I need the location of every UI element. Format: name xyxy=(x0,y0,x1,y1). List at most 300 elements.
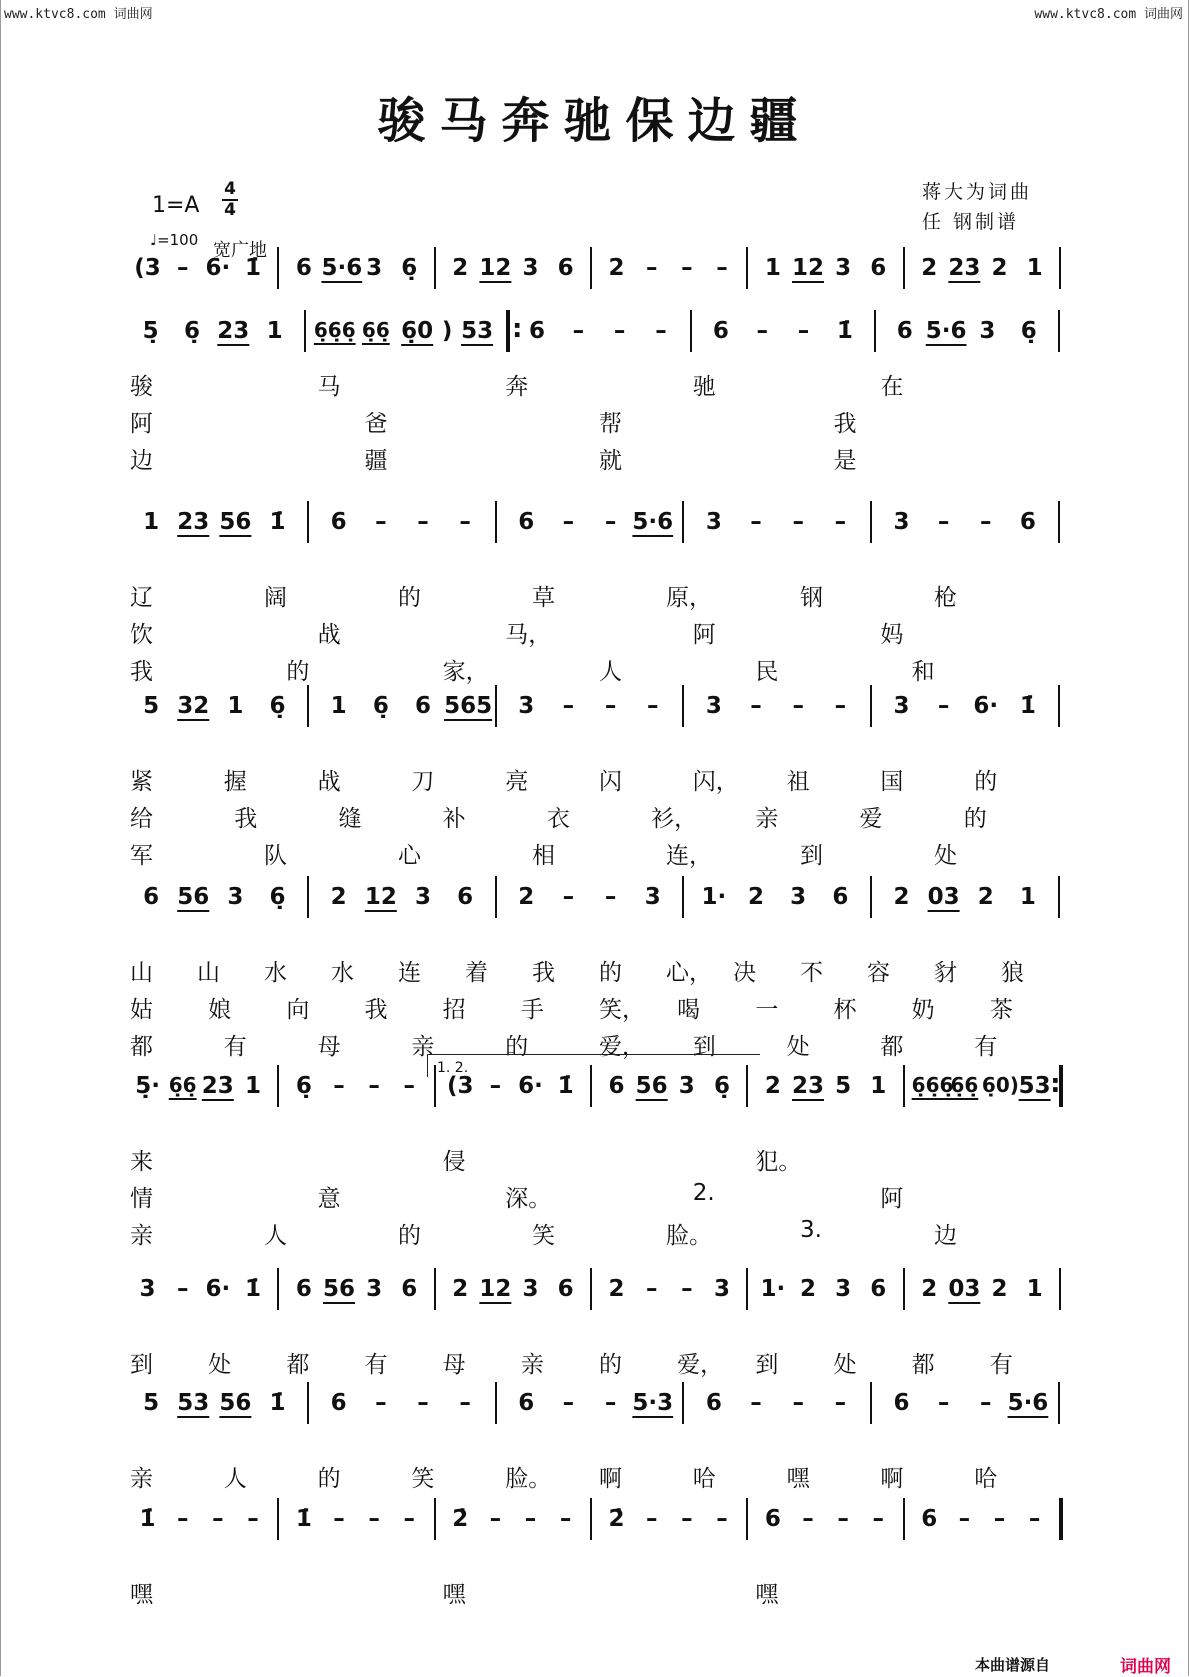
barline xyxy=(307,876,309,918)
lyric-syllable: 闪， xyxy=(692,769,739,795)
note: – xyxy=(368,1073,380,1099)
lyric-syllable: 到 xyxy=(692,1034,716,1060)
note: 6̣ xyxy=(713,1073,730,1099)
note: 2 xyxy=(518,884,535,910)
note: 1̇ xyxy=(269,1390,286,1416)
note: 6̣ xyxy=(295,1073,312,1099)
lyric-syllable: 阿 xyxy=(880,1186,904,1212)
note: 1̇ xyxy=(295,1506,312,1532)
note: – xyxy=(958,1506,971,1532)
lyric-syllable: 母 xyxy=(317,1034,341,1060)
watermark-right: www.ktvc8.com 词曲网 xyxy=(1034,7,1183,22)
expression-mark: 宽广地 xyxy=(213,240,267,261)
note: 6 xyxy=(401,1276,418,1302)
note: – xyxy=(524,1506,537,1532)
note: – xyxy=(980,509,992,535)
note: 56 xyxy=(219,1390,252,1416)
lyric-syllable: 连 xyxy=(398,960,421,986)
lyric-syllable: 战 xyxy=(317,622,341,648)
note: 6̣0 xyxy=(401,318,434,344)
note: 1 xyxy=(244,1073,261,1099)
note: 2 xyxy=(921,255,938,281)
note: 56 xyxy=(635,1073,668,1099)
note: – xyxy=(604,693,617,719)
note: ) xyxy=(441,318,453,344)
note: 6̣ xyxy=(372,693,389,719)
note: 6 xyxy=(712,318,729,344)
note: – xyxy=(980,1390,992,1416)
note: 3 xyxy=(705,509,722,535)
lyric-syllable: 啊 xyxy=(599,1466,622,1492)
note: 3 xyxy=(713,1276,730,1302)
lyric-syllable: 不 xyxy=(800,960,823,986)
note: 2 xyxy=(921,1276,938,1302)
barline xyxy=(1058,310,1060,352)
note: – xyxy=(750,509,762,535)
barline xyxy=(903,1498,905,1540)
barline xyxy=(277,1268,279,1310)
lyric-syllable: 嘿 xyxy=(130,1582,153,1608)
lyric-syllable: 都 xyxy=(286,1352,310,1378)
lyric-syllable: 疆 xyxy=(364,448,388,474)
lyric-syllable: 我 xyxy=(130,659,153,685)
barline xyxy=(277,1065,279,1107)
lyric-syllable: 马 xyxy=(317,374,341,400)
note: 03 xyxy=(948,1276,981,1302)
lyric-syllable: 茶 xyxy=(989,997,1013,1023)
lyric-syllable: 亲 xyxy=(755,806,779,832)
note: – xyxy=(872,1506,885,1532)
note: 6 xyxy=(518,509,535,535)
note: – xyxy=(489,1073,502,1099)
lyric-syllable: 紧 xyxy=(130,769,153,795)
time-sig-bottom: 4 xyxy=(224,200,236,220)
lyric-syllable: 的 xyxy=(398,585,421,611)
note: – xyxy=(647,693,659,719)
note: 3 xyxy=(414,884,431,910)
note: 6 xyxy=(414,693,431,719)
note: 6̣ xyxy=(1020,318,1037,344)
note: 6 xyxy=(705,1390,722,1416)
note: – xyxy=(792,509,804,535)
note: – xyxy=(792,1390,804,1416)
lyric-syllable: 容 xyxy=(867,960,890,986)
lyric-syllable: 在 xyxy=(880,374,904,400)
note: – xyxy=(681,1506,693,1532)
note: 3 xyxy=(835,255,852,281)
lyric-syllable: 情 xyxy=(130,1186,153,1212)
lyric-syllable: 处 xyxy=(934,843,957,869)
note: – xyxy=(797,318,810,344)
note: – xyxy=(716,255,728,281)
lyric-syllable: 和 xyxy=(911,659,935,685)
note: – xyxy=(572,318,585,344)
note: 12 xyxy=(364,884,397,910)
barline xyxy=(1058,501,1060,543)
note: 6̣ xyxy=(183,318,200,344)
barline xyxy=(870,876,872,918)
lyric-syllable: 2. xyxy=(692,1180,715,1206)
lyric-syllable: 国 xyxy=(880,769,904,795)
lyric-syllable: 豺 xyxy=(934,960,957,986)
note: 6· xyxy=(518,1073,543,1099)
note: 1̇ xyxy=(836,318,853,344)
note: 565 xyxy=(444,693,493,719)
note: – xyxy=(403,1073,416,1099)
note: – xyxy=(212,1506,224,1532)
lyric-syllable: 边 xyxy=(130,448,153,474)
note: – xyxy=(655,318,667,344)
barline xyxy=(903,1268,905,1310)
note: – xyxy=(176,1506,189,1532)
lyric-syllable: 原， xyxy=(666,585,712,611)
lyric-syllable: 娘 xyxy=(208,997,232,1023)
barline xyxy=(746,1268,748,1310)
note: 6̣ xyxy=(401,255,418,281)
lyric-syllable: 亲 xyxy=(130,1223,153,1249)
note: 2̇ xyxy=(608,1506,625,1532)
note: – xyxy=(604,1390,617,1416)
lyric-syllable: 缝 xyxy=(338,806,362,832)
lyric-syllable: 到 xyxy=(130,1352,153,1378)
note: 1̇ xyxy=(244,1276,261,1302)
lyric-syllable: 衣 xyxy=(546,806,570,832)
note: 6· xyxy=(205,255,231,281)
barline xyxy=(1058,876,1060,918)
note: 6 xyxy=(1019,509,1036,535)
note: 23 xyxy=(201,1073,234,1099)
lyric-syllable: 相 xyxy=(532,843,555,869)
barline xyxy=(1059,1268,1061,1310)
lyric-syllable: 心 xyxy=(398,843,421,869)
note: 2 xyxy=(800,1276,817,1302)
lyric-syllable: 民 xyxy=(755,659,779,685)
lyric-syllable: 钢 xyxy=(800,585,823,611)
note: – xyxy=(333,1506,345,1532)
lyric-syllable: 草 xyxy=(532,585,555,611)
lyric-syllable: 爸 xyxy=(364,411,388,437)
note: – xyxy=(368,1506,380,1532)
footer-source: 本曲谱源自 xyxy=(975,1656,1051,1674)
barline xyxy=(495,501,497,543)
note: 2 xyxy=(764,1073,781,1099)
barline xyxy=(1058,685,1060,727)
barline xyxy=(870,1382,872,1424)
lyric-syllable: 我 xyxy=(234,806,258,832)
lyric-syllable: 嘿 xyxy=(786,1466,810,1492)
note: – xyxy=(645,255,658,281)
note: – xyxy=(562,884,575,910)
note: 5 xyxy=(835,1073,852,1099)
lyric-syllable: 帮 xyxy=(599,411,622,437)
lyric-syllable: 亲 xyxy=(130,1466,153,1492)
lyric-syllable: 都 xyxy=(911,1352,935,1378)
lyric-syllable: 的 xyxy=(974,769,998,795)
credit-lyricist-composer: 蒋大为词曲 xyxy=(922,181,1033,203)
note: – xyxy=(937,693,950,719)
lyric-syllable: 到 xyxy=(800,843,823,869)
note: 2 xyxy=(991,255,1008,281)
barline xyxy=(874,310,876,352)
note: 53 xyxy=(177,1390,210,1416)
lyric-syllable: 处 xyxy=(833,1352,857,1378)
note: 5·6 xyxy=(1007,1390,1049,1416)
barline xyxy=(1058,1382,1060,1424)
note: 3 xyxy=(893,693,910,719)
note: 1̇ xyxy=(244,255,261,281)
lyric-syllable: 边 xyxy=(934,1223,957,1249)
note: 6 xyxy=(330,509,347,535)
note: – xyxy=(562,693,575,719)
lyric-syllable: 军 xyxy=(130,843,153,869)
note: 3 xyxy=(227,884,244,910)
note: 6̣ xyxy=(269,884,286,910)
lyric-syllable: 侵 xyxy=(442,1149,466,1175)
barline xyxy=(590,1498,592,1540)
note: 3 xyxy=(518,693,535,719)
note: 5 xyxy=(143,693,160,719)
barline xyxy=(682,876,684,918)
note: (3 xyxy=(446,1073,474,1099)
barline xyxy=(434,1268,436,1310)
note: 1· xyxy=(701,884,727,910)
note: – xyxy=(559,1506,572,1532)
note: – xyxy=(417,1390,429,1416)
note: – xyxy=(489,1506,502,1532)
note: – xyxy=(459,509,471,535)
note: 3 xyxy=(979,318,996,344)
note: 6 xyxy=(557,1276,574,1302)
note: 3 xyxy=(790,884,807,910)
note: – xyxy=(403,1506,416,1532)
lyric-syllable: 奶 xyxy=(911,997,935,1023)
note: – xyxy=(247,1506,259,1532)
note: 6 xyxy=(518,1390,535,1416)
note: 6 xyxy=(893,1390,910,1416)
barline xyxy=(682,501,684,543)
tempo-mark: ♩=100 xyxy=(150,231,199,249)
note: 3 xyxy=(644,884,661,910)
note: – xyxy=(645,1276,658,1302)
note: 6 xyxy=(143,884,160,910)
lyric-syllable: 刀 xyxy=(411,769,435,795)
note: 5·6 xyxy=(321,255,363,281)
note: 1 xyxy=(330,693,347,719)
barline xyxy=(870,685,872,727)
lyric-syllable: 就 xyxy=(599,448,622,474)
note: 6 xyxy=(557,255,574,281)
lyric-syllable: 亮 xyxy=(505,769,529,795)
note: 6̣6̣ xyxy=(168,1073,197,1097)
note: – xyxy=(375,1390,387,1416)
lyric-syllable: 是 xyxy=(833,448,857,474)
note: 1 xyxy=(143,509,160,535)
lyric-syllable: 嘿 xyxy=(442,1582,466,1608)
note: 3 xyxy=(705,693,722,719)
lyric-syllable: 笑 xyxy=(411,1466,435,1492)
barline xyxy=(307,1382,309,1424)
lyric-syllable: 笑， xyxy=(599,997,645,1023)
note: 2 xyxy=(748,884,765,910)
barline xyxy=(304,310,306,352)
lyric-syllable: 枪 xyxy=(934,585,957,611)
lyric-syllable: 的 xyxy=(398,1223,421,1249)
footer-logo: 词曲网 xyxy=(1120,1657,1171,1677)
note: 6 xyxy=(870,1276,887,1302)
note: 6 xyxy=(457,884,474,910)
barline xyxy=(495,1382,497,1424)
lyric-syllable: 3. xyxy=(800,1217,822,1243)
note: 6· xyxy=(205,1276,231,1302)
note: – xyxy=(834,509,847,535)
note: – xyxy=(834,693,847,719)
barline xyxy=(870,501,872,543)
lyric-syllable: 啊 xyxy=(880,1466,904,1492)
note: 23 xyxy=(177,509,210,535)
note: – xyxy=(1028,1506,1041,1532)
lyric-syllable: 给 xyxy=(130,806,153,832)
lyric-syllable: 人 xyxy=(264,1223,287,1249)
note: – xyxy=(937,1390,950,1416)
lyric-syllable: 骏 xyxy=(130,374,153,400)
note: 32 xyxy=(177,693,210,719)
lyric-syllable: 哈 xyxy=(692,1466,716,1492)
note: – xyxy=(604,884,617,910)
note: 1̇ xyxy=(1019,693,1036,719)
lyric-syllable: 手 xyxy=(520,997,544,1023)
barline xyxy=(1059,1498,1063,1540)
lyric-syllable: 着 xyxy=(465,960,488,986)
note: 2 xyxy=(991,1276,1008,1302)
barline xyxy=(690,310,692,352)
note: – xyxy=(792,693,804,719)
time-sig-top: 4 xyxy=(224,179,236,199)
note: 1 xyxy=(227,693,244,719)
note: – xyxy=(176,255,189,281)
lyric-syllable: 驰 xyxy=(692,374,716,400)
barline xyxy=(277,1498,279,1540)
note: 1̇ xyxy=(139,1506,156,1532)
note: 1̇ xyxy=(557,1073,574,1099)
lyric-syllable: 有 xyxy=(364,1352,388,1378)
barline xyxy=(746,1498,748,1540)
note: 1 xyxy=(1026,1276,1043,1302)
note: – xyxy=(681,255,693,281)
note: 6 xyxy=(896,318,913,344)
note: 1 xyxy=(266,318,283,344)
note: 3 xyxy=(522,255,539,281)
lyric-syllable: 亲 xyxy=(411,1034,435,1060)
note: – xyxy=(837,1506,849,1532)
credit-arranger: 任 钢制谱 xyxy=(922,211,1020,233)
lyric-syllable: 心， xyxy=(666,960,712,986)
note: 5·6 xyxy=(925,318,967,344)
note: – xyxy=(750,1390,762,1416)
note: 6̣0) xyxy=(981,1073,1019,1097)
note: 03 xyxy=(927,884,960,910)
note: 53 xyxy=(461,318,494,344)
lyric-syllable: 一 xyxy=(755,997,779,1023)
note: – xyxy=(562,509,575,535)
lyric-syllable: 我 xyxy=(364,997,388,1023)
note: 6 xyxy=(295,255,312,281)
lyric-syllable: 家， xyxy=(442,659,489,685)
lyric-syllable: 决 xyxy=(733,960,756,986)
note: – xyxy=(562,1390,575,1416)
lyric-syllable: 战 xyxy=(317,769,341,795)
note: 12 xyxy=(479,255,512,281)
note: 6̣ xyxy=(269,693,286,719)
barline xyxy=(682,685,684,727)
note: 5·3 xyxy=(632,1390,674,1416)
note: 6 xyxy=(764,1506,781,1532)
lyric-syllable: 奔 xyxy=(505,374,529,400)
note: – xyxy=(834,1390,847,1416)
lyric-syllable: 连， xyxy=(666,843,712,869)
lyric-syllable: 脸。 xyxy=(666,1223,712,1249)
barline xyxy=(1059,247,1061,289)
note: 6 xyxy=(870,255,887,281)
note: – xyxy=(604,509,617,535)
note: 6̣6̣ xyxy=(950,1073,979,1097)
lyric-syllable: 有 xyxy=(989,1352,1013,1378)
note: 53 xyxy=(1018,1073,1051,1099)
volta-label: 1. 2. xyxy=(437,1060,469,1076)
lyric-syllable: 来 xyxy=(130,1149,153,1175)
note: 3 xyxy=(139,1276,156,1302)
barline xyxy=(506,310,510,352)
time-signature xyxy=(222,181,238,219)
volta-bracket xyxy=(427,1054,760,1077)
lyric-syllable: 我 xyxy=(833,411,857,437)
note: 3 xyxy=(366,1276,383,1302)
note: – xyxy=(937,509,950,535)
note: 1 xyxy=(1019,884,1036,910)
key-signature: 1=A xyxy=(152,193,200,218)
note: 6 xyxy=(921,1506,938,1532)
note: 12 xyxy=(792,255,825,281)
note: 6̣6̣6̣ xyxy=(911,1073,954,1097)
lyric-syllable: 哈 xyxy=(974,1466,998,1492)
note: 5̣ xyxy=(142,318,159,344)
note: 2 xyxy=(893,884,910,910)
note: – xyxy=(681,1276,693,1302)
lyric-syllable: 深。 xyxy=(505,1186,552,1212)
barline xyxy=(903,247,905,289)
note: – xyxy=(333,1073,345,1099)
lyric-syllable: 马， xyxy=(505,622,552,648)
note: 3 xyxy=(522,1276,539,1302)
note: 23 xyxy=(217,318,250,344)
note: 1· xyxy=(760,1276,786,1302)
note: 23 xyxy=(948,255,981,281)
lyric-syllable: 姑 xyxy=(130,997,153,1023)
note: – xyxy=(417,509,429,535)
note: 5 xyxy=(143,1390,160,1416)
lyric-syllable: 有 xyxy=(223,1034,247,1060)
lyric-syllable: 山 xyxy=(197,960,220,986)
note: 6 xyxy=(608,1073,625,1099)
note: 6 xyxy=(295,1276,312,1302)
note: 6 xyxy=(528,318,545,344)
note: 56 xyxy=(219,509,252,535)
note: 3 xyxy=(893,509,910,535)
note: – xyxy=(459,1390,471,1416)
note: 6̣6̣6̣ xyxy=(313,318,356,342)
lyric-syllable: 笑 xyxy=(532,1223,555,1249)
note: 2 xyxy=(330,884,347,910)
lyric-syllable: 的 xyxy=(286,659,310,685)
